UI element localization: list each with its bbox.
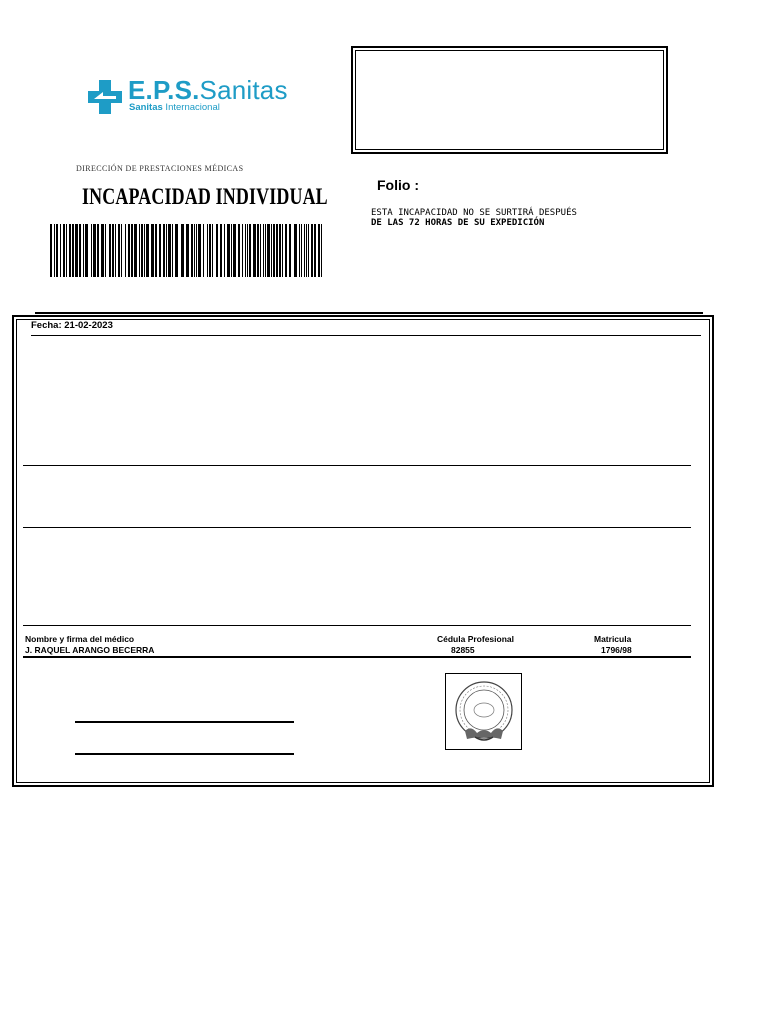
section-divider-2 <box>23 527 691 528</box>
date-field: Fecha: 21-02-2023 <box>31 320 113 331</box>
logo-subtitle: Sanitas Internacional <box>129 102 220 113</box>
form-frame <box>12 315 714 787</box>
official-seal-icon <box>451 679 517 745</box>
section-divider-3 <box>23 625 691 626</box>
logo-brand-text: E.P.S.Sanitas <box>128 75 288 105</box>
department-label: DIRECCIÓN DE PRESTACIONES MÉDICAS <box>76 164 244 173</box>
expiry-notice-line-2: DE LAS 72 HORAS DE SU EXPEDICIÓN <box>371 218 545 228</box>
section-divider-1 <box>23 465 691 466</box>
doctor-name: J. RAQUEL ARANGO BECERRA <box>25 645 155 655</box>
plus-cross-icon <box>88 80 122 114</box>
folio-label: Folio : <box>377 177 419 193</box>
signature-line-1 <box>75 721 294 723</box>
document-title: INCAPACIDAD INDIVIDUAL <box>82 184 328 209</box>
header-divider <box>35 312 703 314</box>
cedula-label: Cédula Profesional <box>437 634 514 644</box>
folio-box <box>351 46 668 154</box>
signature-label: Nombre y firma del médico <box>25 634 135 644</box>
matricula-value: 1796/98 <box>601 645 632 655</box>
barcode-icon <box>50 224 324 277</box>
matricula-label: Matricula <box>594 634 632 644</box>
signature-divider <box>23 656 691 658</box>
cedula-value: 82855 <box>451 645 475 655</box>
eps-sanitas-logo <box>88 75 288 118</box>
stamp-box <box>445 673 522 750</box>
date-underline <box>31 335 701 336</box>
signature-line-2 <box>75 753 294 755</box>
expiry-notice-line-1: ESTA INCAPACIDAD NO SE SURTIRÁ DESPUÉS <box>371 208 577 218</box>
